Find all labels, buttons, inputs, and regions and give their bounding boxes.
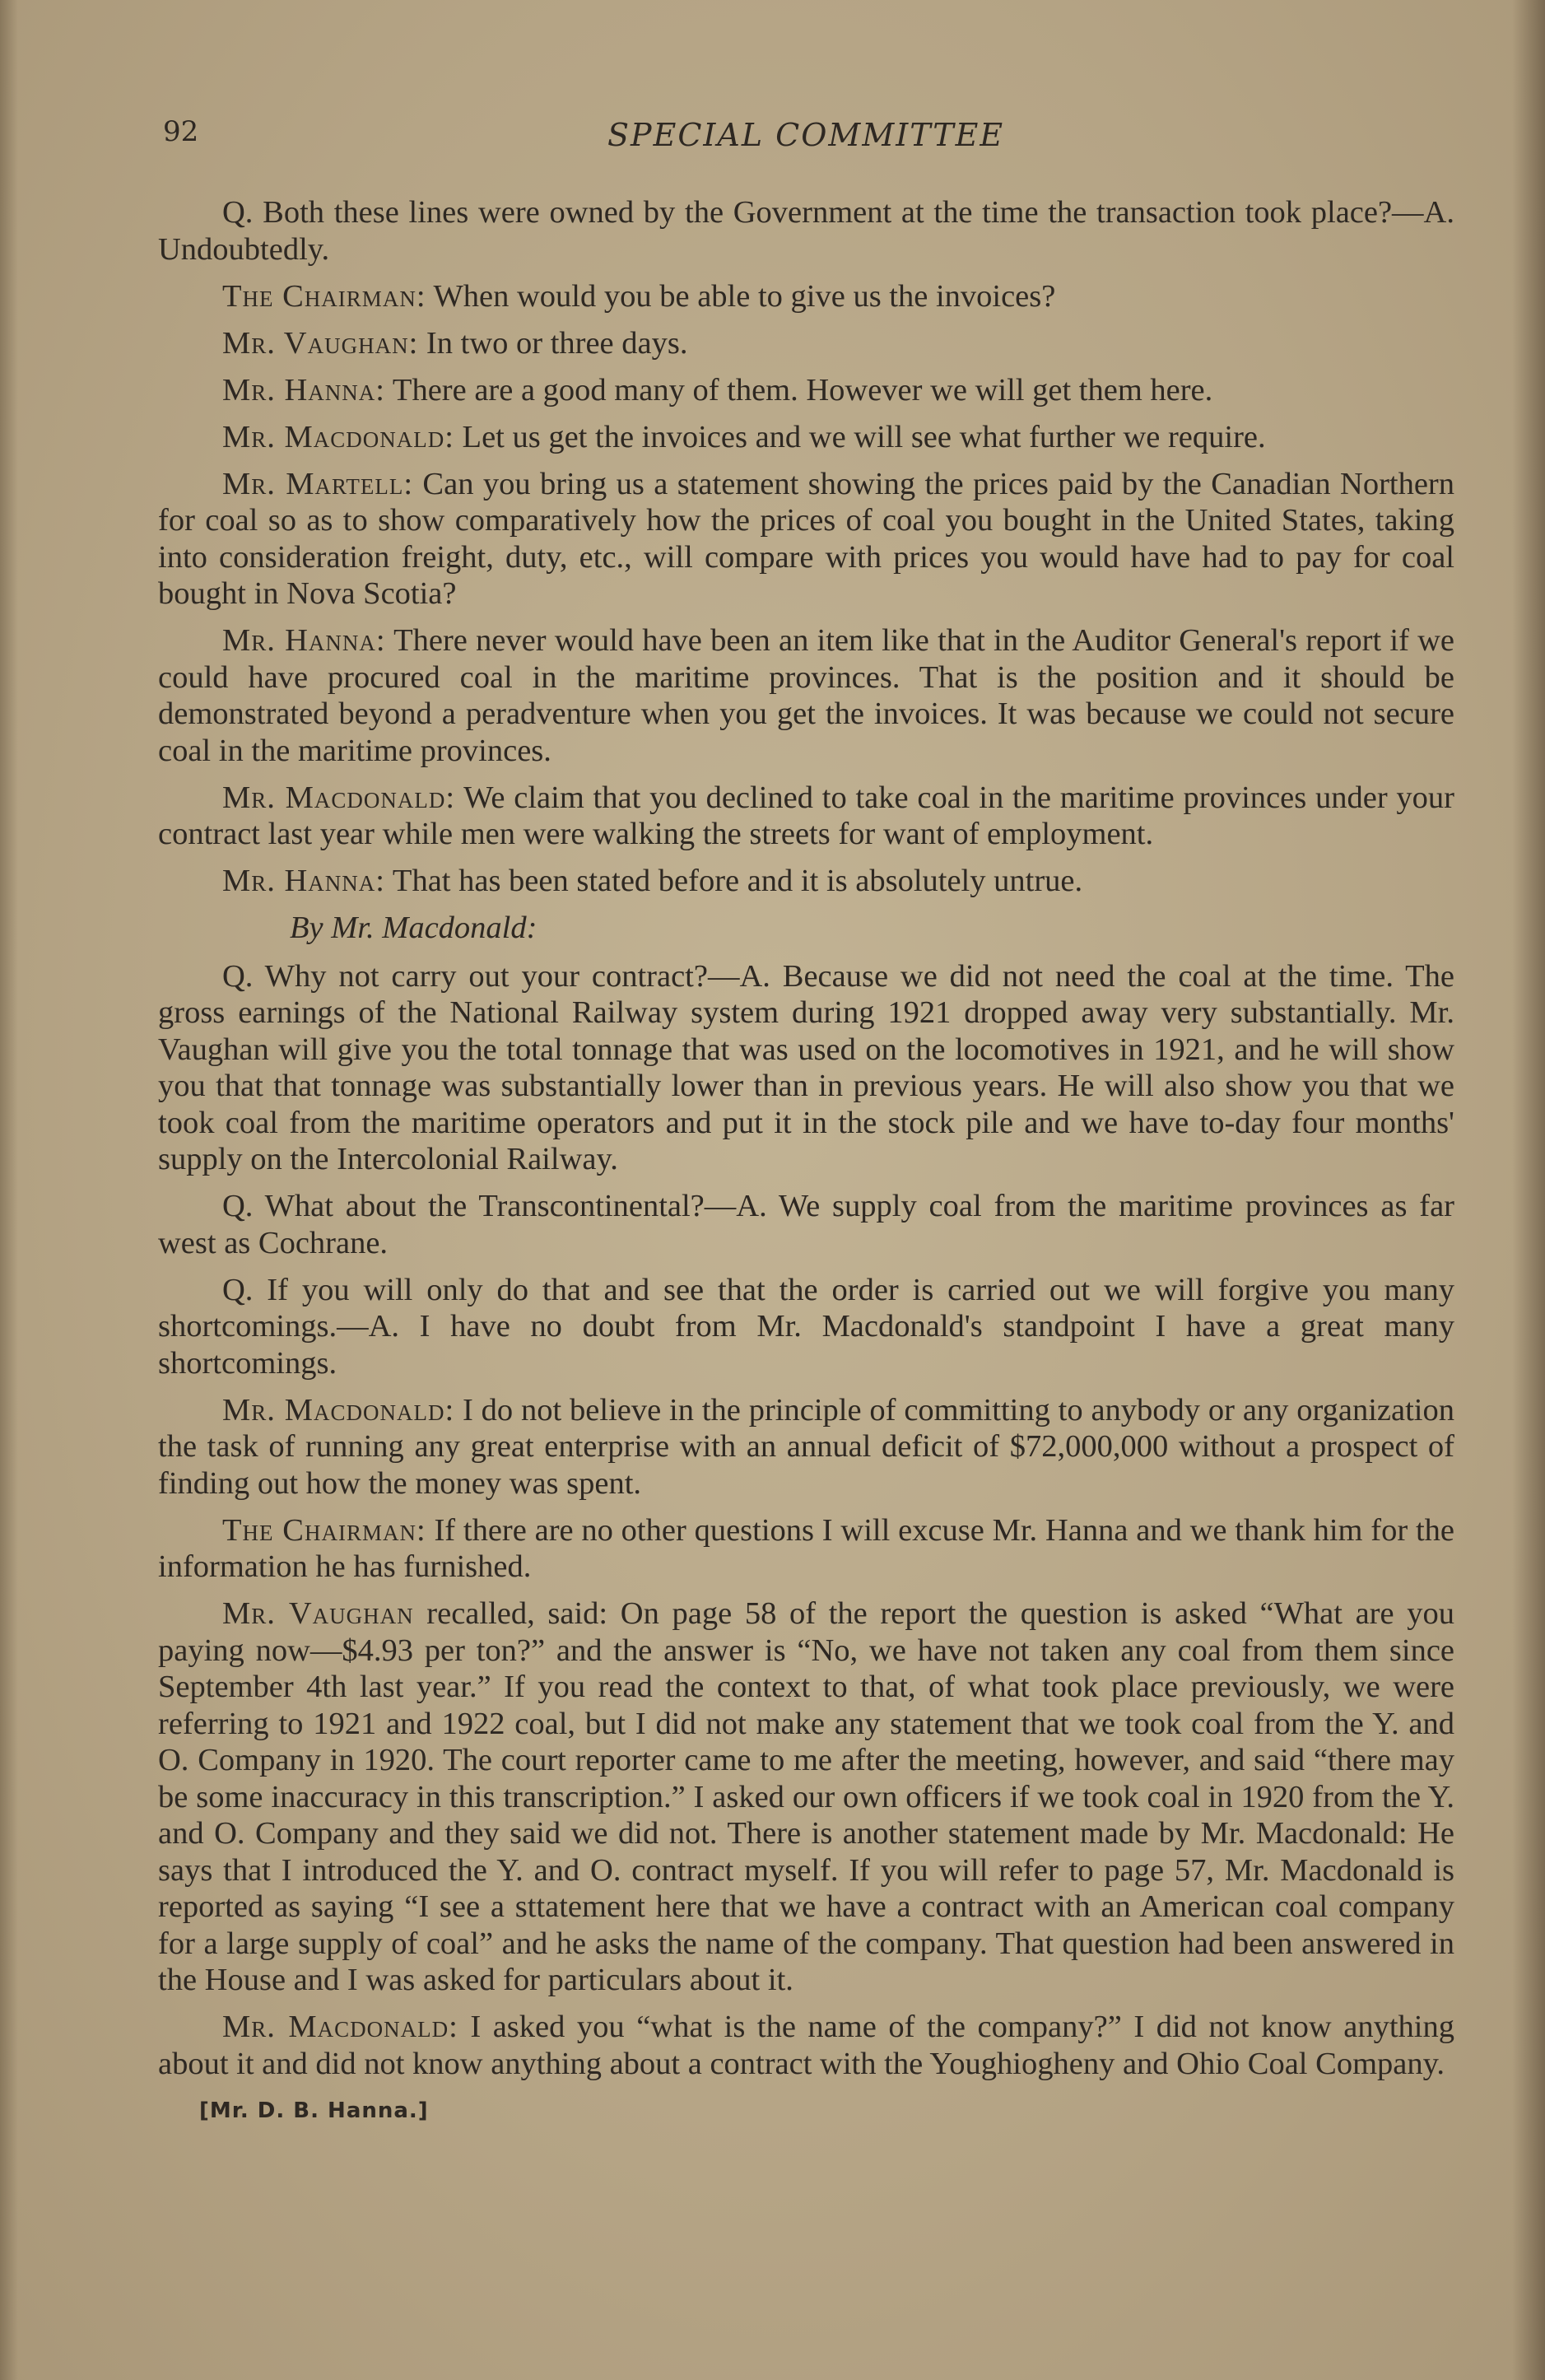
paragraph <box>158 958 1454 1178</box>
speaker: Mr. Hanna: <box>222 372 385 408</box>
paragraph-text: Can you bring us a statement showing the prices paid by the Canadian Northern for coal so as to show comparatively how the prices of coal you bought in the United States, taking into consideration freight, duty, etc., will compare with prices you would have had to pay for coal bought in Nova Scotia? <box>158 466 1454 611</box>
paragraph-text: Q. Both these lines were owned by the Government at the time the transaction took place?—A. Undoubtedly. <box>158 195 1454 267</box>
speaker: Mr. Hanna: <box>222 623 386 658</box>
paragraph <box>158 1188 1454 1261</box>
speaker: Mr. Hanna: <box>222 864 385 898</box>
paragraph <box>158 278 1454 315</box>
paragraph-text: Q. What about the Transcontinental?—A. We supply coal from the maritime provinces as far west as Cochrane. <box>158 1189 1454 1260</box>
speaker: The Chairman: <box>222 1512 426 1548</box>
page-edge-right <box>1512 0 1545 2380</box>
paragraph <box>158 1392 1454 1502</box>
page-header <box>163 115 1455 165</box>
paragraph <box>158 325 1454 362</box>
paragraph <box>158 1595 1454 1999</box>
paragraph-text: Q. Why not carry out your contract?—A. Because we did not need the coal at the time. The gross earnings of the National Railway system during 1921 dropped away very substantially. Mr. Vaughan will give you the total tonnage that was used on the locomotives in 1921, and he will show you that that tonnage was substantially lower than in previous years. He will also show you that we took coal from the maritime operators and put it in the stock pile and we have to-day four months' supply on the Intercolonial Railway. <box>158 958 1454 1176</box>
paragraph <box>158 194 1454 268</box>
paragraph <box>158 1512 1454 1586</box>
page-number: 92 <box>163 115 199 148</box>
paragraph <box>158 1272 1454 1382</box>
speaker: Mr. Vaughan <box>222 1596 414 1631</box>
paragraph-text: We claim that you declined to take coal in the maritime provinces under your contract last year while men were walking the streets for want of employment. <box>158 780 1454 851</box>
paragraph-text: I asked you “what is the name of the company?” I did not know anything about it and did not know anything about a contract with the Youghiogheny and Ohio Coal Company. <box>158 2010 1454 2081</box>
paragraph-text: Let us get the invoices and we will see what further we require. <box>454 419 1266 454</box>
paragraph <box>158 622 1454 769</box>
speaker: Mr. Macdonald: <box>222 419 454 454</box>
paragraph-text: When would you be able to give us the invoices? <box>426 278 1056 314</box>
paragraph-text: There never would have been an item like that in the Auditor General's report if we could have procured coal in the maritime provinces. That is the position and it should be demonstrated beyond a peradventure when you get the invoices. It was because we could not secure coal in the maritime provinces. <box>158 623 1454 768</box>
body-text <box>158 194 1454 2140</box>
speaker: Mr. Macdonald: <box>222 780 456 815</box>
speaker: Mr. Martell: <box>222 466 414 501</box>
paragraph <box>158 780 1454 853</box>
running-head: SPECIAL COMMITTEE <box>607 117 1005 153</box>
paragraph <box>158 466 1454 612</box>
paragraph <box>158 2009 1454 2082</box>
speaker-footnote: [Mr. D. B. Hanna.] <box>199 2098 429 2123</box>
paragraph-text: If there are no other questions I will excuse Mr. Hanna and we thank him for the information he has furnished. <box>158 1512 1454 1584</box>
paragraph <box>158 372 1454 409</box>
byline: By Mr. Macdonald: <box>290 911 537 945</box>
paragraph-text: There are a good many of them. However we will get them here. <box>385 372 1213 408</box>
speaker: Mr. Macdonald: <box>222 2010 458 2044</box>
paragraph-text: Q. If you will only do that and see that the order is carried out we will forgive you many shortcomings.—A. I have no doubt from Mr. Macdonald's standpoint I have a great many shortcomings. <box>158 1272 1454 1381</box>
speaker: The Chairman: <box>222 278 426 314</box>
speaker: Mr. Vaughan: <box>222 325 419 361</box>
paragraph-text: In two or three days. <box>418 325 688 361</box>
paragraph-text: recalled, said: On page 58 of the report the question is asked “What are you paying now—$4.93 per ton?” and the answer is “No, we have not taken any coal from them since September 4th last year.” If you read the context to that, of what took place previously, we were referring to 1921 and 1922 coal, but I did not make any statement that we took coal from the Y. and O. Company in 1920. The court reporter came to me after the meeting, however, and said “there may be some inaccuracy in this transcription.” I asked our own officers if we took coal in 1920 from the Y. and O. Company and they said we did not. There is another statement made by Mr. Macdonald: He says that I introduced the Y. and O. contract myself. If you will refer to page 57, Mr. Macdonald is reported as saying “I see a sttatement here that we have a contract with an American coal company for a large supply of coal” and he asks the name of the company. That question had been answered in the House and I was asked for particulars about it. <box>158 1596 1455 1997</box>
speaker: Mr. Macdonald: <box>222 1392 455 1428</box>
paragraph <box>158 419 1454 456</box>
paragraph <box>158 863 1454 900</box>
paragraph-text: That has been stated before and it is absolutely untrue. <box>385 864 1083 898</box>
paragraph-text: I do not believe in the principle of committing to anybody or any organization the task of running any great enterprise with an annual deficit of $72,000,000 without a prospect of finding out how the money was spent. <box>158 1392 1454 1501</box>
page-edge-left <box>0 0 18 2380</box>
